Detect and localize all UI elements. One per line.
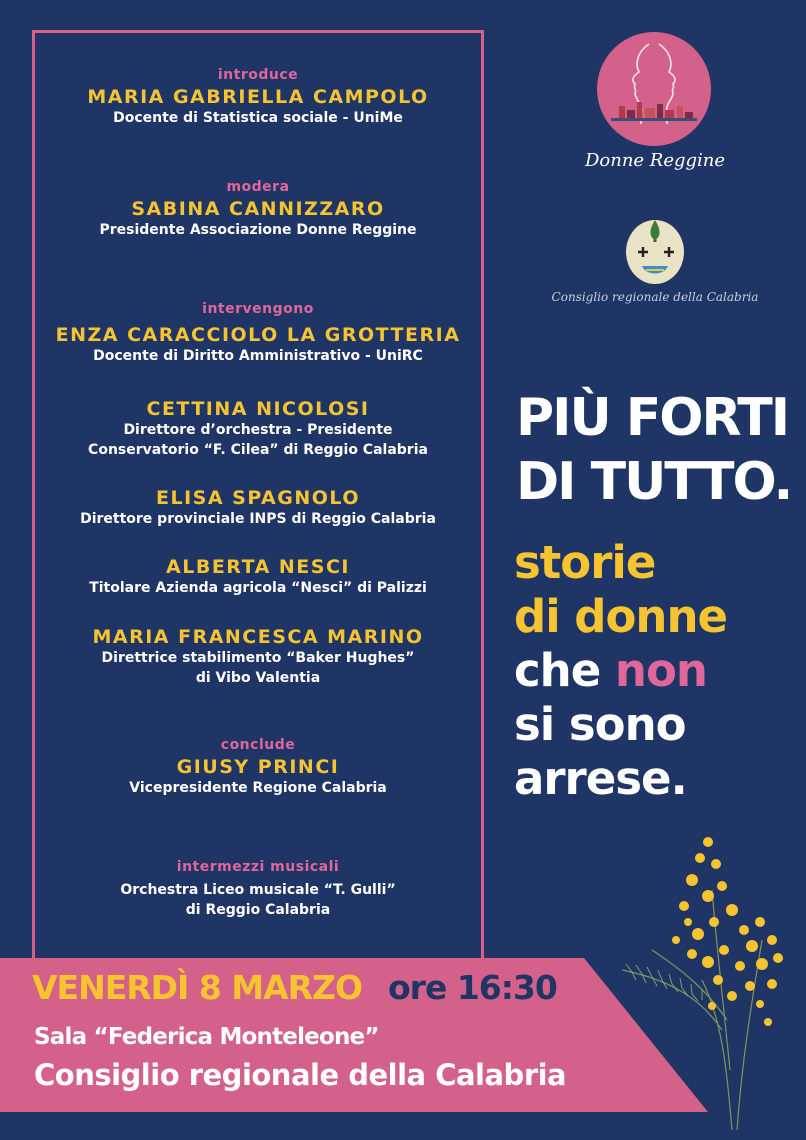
headline: [516, 386, 791, 514]
speaker-name: CETTINA NICOLOSI: [146, 398, 370, 420]
event-venue: Consiglio regionale della Calabria: [34, 1058, 567, 1092]
role-label: conclude: [220, 737, 296, 753]
program-music: [35, 859, 481, 920]
speaker-desc: di Vibo Valentia: [195, 670, 321, 686]
speaker-desc: Vicepresidente Regione Calabria: [129, 780, 387, 796]
speaker-block: [35, 398, 481, 460]
program-intervengono: [35, 301, 481, 366]
speaker-name: ENZA CARACCIOLO LA GROTTERIA: [55, 324, 461, 346]
speaker-desc: Conservatorio “F. Cilea” di Reggio Calabria: [88, 442, 428, 458]
speaker-desc: Direttore d’orchestra - Presidente: [123, 422, 393, 438]
speaker-name: MARIA GABRIELLA CAMPOLO: [87, 86, 429, 108]
subheadline-word: che: [514, 644, 615, 697]
donne-reggine-caption: Donne Reggine: [584, 150, 726, 171]
subheadline-line: [514, 644, 727, 698]
headline-line: PIÙ FORTI: [516, 388, 789, 448]
event-date: VENERDÌ 8 MARZO: [32, 968, 363, 1007]
speaker-name: MARIA FRANCESCA MARINO: [92, 626, 424, 648]
speaker-name: ELISA SPAGNOLO: [156, 487, 360, 509]
subheadline-emphasis: non: [614, 644, 707, 697]
speaker-block: [35, 487, 481, 529]
role-label: introduce: [217, 67, 299, 83]
subheadline-line: di donne: [514, 590, 728, 643]
headline-line: DI TUTTO.: [516, 452, 792, 512]
speaker-block: [35, 626, 481, 688]
speaker-desc: Titolare Azienda agricola “Nesci” di Palizzi: [89, 580, 427, 596]
program-conclude: [35, 737, 481, 798]
consiglio-caption: Consiglio regionale della Calabria: [551, 290, 759, 304]
subheadline-line: si sono: [514, 698, 686, 751]
event-hall: Sala “Federica Monteleone”: [34, 1024, 379, 1050]
speaker-block: [35, 556, 481, 598]
speaker-name: GIUSY PRINCI: [176, 756, 340, 778]
donne-reggine-logo: [597, 32, 711, 146]
role-label: intermezzi musicali: [176, 859, 340, 875]
program-modera: [35, 179, 481, 240]
speaker-desc: Docente di Statistica sociale - UniMe: [113, 110, 403, 126]
speaker-desc: Docente di Diritto Amministrativo - UniRC: [93, 348, 423, 364]
subheadline-line: arrese.: [514, 752, 687, 805]
subheadline-line: storie: [514, 536, 656, 589]
speaker-desc: Direttore provinciale INPS di Reggio Calabria: [80, 511, 436, 527]
speaker-name: SABINA CANNIZZARO: [131, 198, 385, 220]
event-time: ore 16:30: [388, 968, 557, 1007]
role-label: modera: [226, 179, 290, 195]
speaker-desc: Direttrice stabilimento “Baker Hughes”: [101, 650, 415, 666]
speaker-name: ALBERTA NESCI: [166, 556, 350, 578]
speaker-desc: Presidente Associazione Donne Reggine: [99, 222, 417, 238]
music-desc: Orchestra Liceo musicale “T. Gulli”: [120, 882, 396, 898]
faces-icon: [597, 32, 711, 146]
coat-of-arms-icon: [624, 214, 686, 286]
music-desc: di Reggio Calabria: [185, 902, 331, 918]
subheadline: [514, 536, 727, 806]
role-label: intervengono: [202, 301, 314, 317]
program-introduce: [35, 67, 481, 128]
